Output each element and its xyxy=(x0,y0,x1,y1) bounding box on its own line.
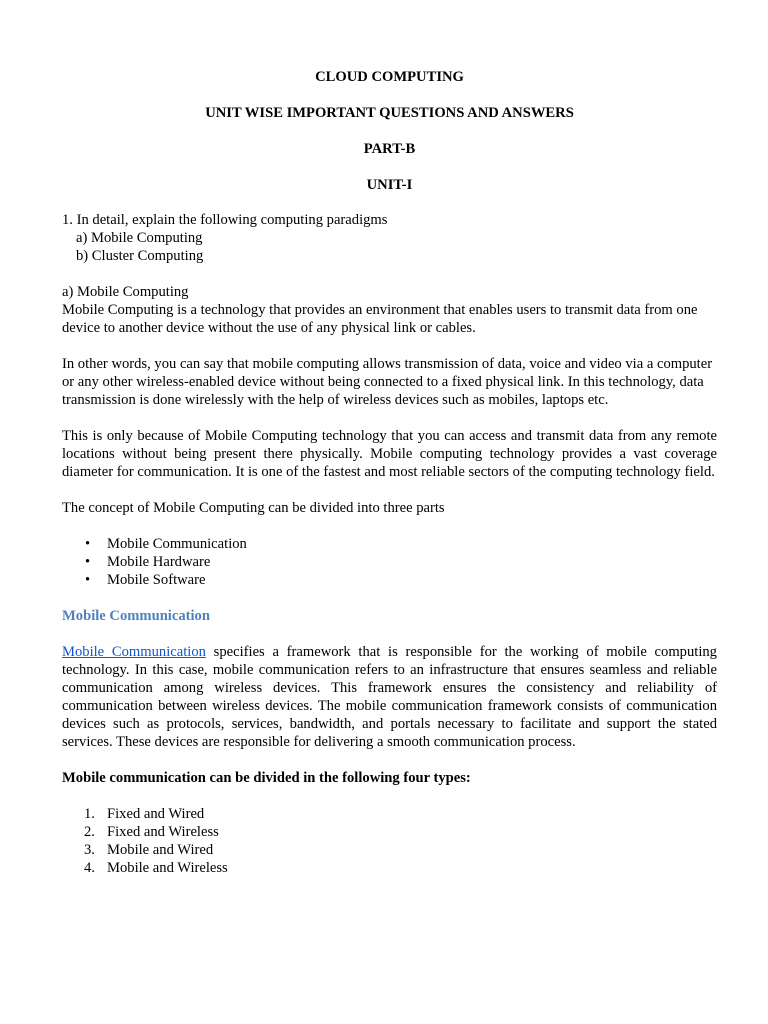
mobile-communication-link[interactable]: Mobile Communication xyxy=(62,644,206,660)
paragraph: In other words, you can say that mobile computing allows transmission of data, voice and video via a computer or any other wireless-enabled device without being connected to a fixed physical link. In this technology, data transmission is done wirelessly with the help of wireless devices such as mobiles, laptops etc. xyxy=(62,356,713,408)
unit-heading: UNIT-I xyxy=(366,177,413,193)
bullet-icon: • xyxy=(85,536,91,552)
answer-label: a) Mobile Computing xyxy=(62,284,189,300)
parts-list xyxy=(62,535,717,589)
list-item-label: Fixed and Wired xyxy=(107,806,205,822)
paragraph: This is only because of Mobile Computing technology that you can access and transmit data from any remote locations without being present there physically. Mobile computing technology provides a vast coverage diameter for communication. It is one of the fastest and most reliable sectors of the computing technology field. xyxy=(62,428,717,480)
paragraph xyxy=(62,643,717,751)
list-item xyxy=(62,859,717,877)
paragraph-text: specifies a framework that is responsible for the working of mobile computing technology. In this case, mobile communication refers to an infrastructure that ensures seamless and reliable communication among wireless devices. This framework ensures the consistency and reliability of communication between wireless devices. The mobile communication framework consists of communication devices such as protocols, services, bandwidth, and portals necessary to facilitate and support the stated services. These devices are responsible for delivering a smooth communication process. xyxy=(62,644,717,750)
document-page xyxy=(62,68,717,877)
section-heading: Mobile Communication xyxy=(62,608,210,624)
list-item-label: Mobile Communication xyxy=(107,536,247,552)
list-item-label: Fixed and Wireless xyxy=(107,824,219,840)
list-number: 3. xyxy=(84,842,95,858)
list-item-label: Mobile Hardware xyxy=(107,554,211,570)
document-subtitle: UNIT WISE IMPORTANT QUESTIONS AND ANSWERS xyxy=(205,105,574,121)
answer-section-a xyxy=(62,283,717,337)
list-item xyxy=(62,571,717,589)
answer-intro: Mobile Computing is a technology that provides an environment that enables users to transmit data from one device to another device without the use of any physical link or cables. xyxy=(62,302,698,336)
list-number: 1. xyxy=(84,806,95,822)
question-block xyxy=(62,211,717,265)
bullet-icon: • xyxy=(85,554,91,570)
list-item xyxy=(62,535,717,553)
list-item xyxy=(62,841,717,859)
part-heading: PART-B xyxy=(363,141,416,157)
list-number: 2. xyxy=(84,824,95,840)
list-number: 4. xyxy=(84,860,95,876)
question-text: 1. In detail, explain the following computing paradigms xyxy=(62,212,388,228)
list-item xyxy=(62,823,717,841)
bullet-icon: • xyxy=(85,572,91,588)
list-item-label: Mobile and Wired xyxy=(107,842,214,858)
types-heading: Mobile communication can be divided in the following four types: xyxy=(62,770,471,786)
list-item-label: Mobile Software xyxy=(107,572,206,588)
paragraph: The concept of Mobile Computing can be divided into three parts xyxy=(62,500,445,516)
list-item-label: Mobile and Wireless xyxy=(107,860,228,876)
list-item xyxy=(62,553,717,571)
document-title: CLOUD COMPUTING xyxy=(315,69,464,85)
types-list xyxy=(62,805,717,877)
list-item xyxy=(62,805,717,823)
question-option: b) Cluster Computing xyxy=(76,248,204,264)
question-option: a) Mobile Computing xyxy=(76,230,203,246)
